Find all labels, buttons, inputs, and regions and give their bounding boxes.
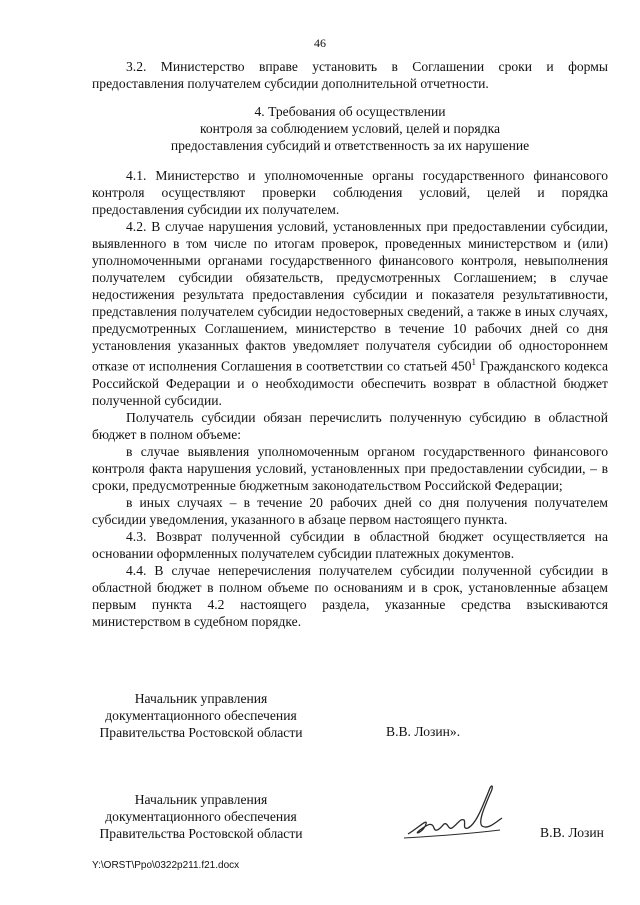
paragraph-obligation: Получатель субсидии обязан перечислить полученную субсидию в областной бюджет в полном объеме: <box>92 409 608 442</box>
paragraph-case-2: в иных случаях – в течение 20 рабочих дней со дня получения получателем субсидии уведомления, указанного в абзаце первом настоящего пункта. <box>92 494 608 527</box>
section-4-heading <box>92 103 608 154</box>
handwritten-signature <box>398 778 508 848</box>
sig2-line-1: Начальник управления <box>134 792 268 807</box>
paragraph-4-2-part-b: Гражданского кодекса Российской Федерации и о необходимости обеспечить возврат в областной бюджет полученной субсидии. <box>92 358 608 408</box>
paragraph-4-4: 4.4. В случае неперечисления получателем субсидии полученной субсидии в областной бюджет в полном объеме по основаниям и в срок, установленные абзацем первым пункта 4.2 настоящего раздела, указанные средства взыскиваются министерством в судебном порядке. <box>92 562 608 629</box>
file-path-footer: Y:\ORST\Ppo\0322p211.f21.docx <box>92 860 240 871</box>
sig1-line-1: Начальник управления <box>134 691 268 706</box>
signature-block-2 <box>86 791 316 842</box>
paragraph-4-2-part-a: 4.2. В случае нарушения условий, установленных при предоставлении субсидии, выявленного в том числе по итогам проверок, проведенных министерством и (или) уполномоченными органами государственного финансового контроля, невыполнения получателем субсидии обязательств, предусмотренных Соглашением; в случае недостижения результата предоставления субсидии и показателя результативности, представления получателем субсидии недостоверных сведений, а также в иных случаях, предусмотренных Соглашением, министерство в течение 10 рабочих дней со дня установления указанных фактов уведомляет получателя субсидии об одностороннем отказе от исполнения Соглашения в соответствии со статьей 450 <box>92 219 608 374</box>
document-body <box>92 58 608 630</box>
sig2-name: В.В. Лозин <box>540 825 604 840</box>
signature-block-1 <box>86 690 316 741</box>
sig1-line-3: Правительства Ростовской области <box>99 725 303 740</box>
sig1-line-2: документационного обеспечения <box>105 708 297 723</box>
sig1-name: В.В. Лозин». <box>386 724 461 739</box>
heading-line-2: контроля за соблюдением условий, целей и порядка <box>199 121 501 136</box>
article-superscript: 1 <box>471 357 477 367</box>
paragraph-3-2: 3.2. Министерство вправе установить в Соглашении сроки и формы предоставления получателем субсидии дополнительной отчетности. <box>92 59 608 91</box>
page-number: 46 <box>314 36 326 50</box>
sig2-line-2: документационного обеспечения <box>105 809 297 824</box>
heading-line-1: 4. Требования об осуществлении <box>254 104 446 119</box>
sig2-line-3: Правительства Ростовской области <box>99 826 303 841</box>
paragraph-4-2 <box>92 218 608 409</box>
paragraph-case-1: в случае выявления уполномоченным органом государственного финансового контроля факта нарушения условий, установленных при предоставлении субсидии, – в сроки, предусмотренные бюджетным законодательством Российской Федерации; <box>92 443 608 493</box>
paragraph-4-1: 4.1. Министерство и уполномоченные органы государственного финансового контроля осуществляют проверки соблюдения условий, целей и порядка предоставления субсидии их получателем. <box>92 168 608 217</box>
paragraph-4-3: 4.3. Возврат полученной субсидии в областной бюджет осуществляется на основании оформленных получателем субсидии платежных документов. <box>92 528 608 561</box>
heading-line-3: предоставления субсидий и ответственность за их нарушение <box>170 138 530 153</box>
